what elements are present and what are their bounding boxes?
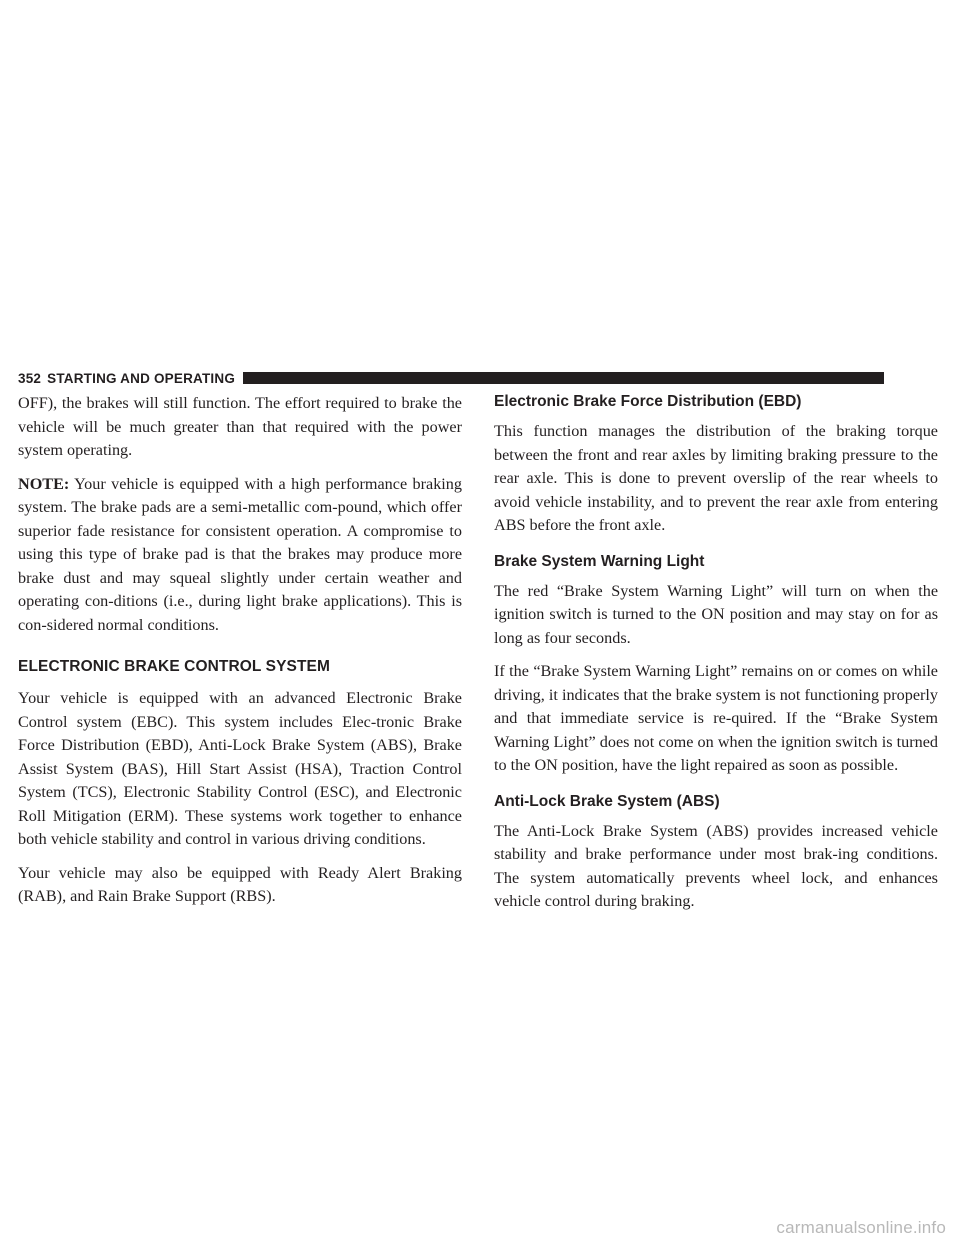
heading-electronic-brake-control: ELECTRONIC BRAKE CONTROL SYSTEM xyxy=(18,658,330,675)
page-number: 352 xyxy=(18,370,42,386)
paragraph-warning-2: If the “Brake System Warning Light” remains on or comes on while driving, it indicates that the brake system is not functioning properly and that immediate service is re-quired. If the “Brake System Warning Light” does not come on when the ignition switch is turned to the ON position, have the light repaired as soon as possible. xyxy=(494,662,938,774)
heading-abs: Anti-Lock Brake System (ABS) xyxy=(494,792,720,810)
left-column xyxy=(18,392,462,919)
section-title: STARTING AND OPERATING xyxy=(47,370,236,386)
page-header xyxy=(18,368,884,388)
heading-brake-warning-light: Brake System Warning Light xyxy=(494,552,705,570)
paragraph-power-off: OFF), the brakes will still function. The effort required to brake the vehicle will be much greater than that required with the power system operating. xyxy=(18,394,462,459)
heading-ebd: Electronic Brake Force Distribution (EBD) xyxy=(494,393,802,410)
paragraph-abs: The Anti-Lock Brake System (ABS) provides increased vehicle stability and brake performance under most brak-ing conditions. The system automatically prevents wheel lock, and enhances vehicle control during braking. xyxy=(494,821,938,910)
paragraph-ebd: This function manages the distribution of the braking torque between the front and rear axles by limiting braking pressure to the rear axle. This is done to prevent overslip of the rear wheels to avoid vehicle instability, and to prevent the rear axle from entering ABS before the front axle. xyxy=(494,422,938,534)
note-label: NOTE: xyxy=(18,474,70,493)
right-column xyxy=(494,392,938,924)
paragraph-ebc: Your vehicle is equipped with an advanced Electronic Brake Control system (EBC). This system includes Elec-tronic Brake Force Distribution (EBD), Anti-Lock Brake System (ABS), Brake Assist System (BAS), Hill Start Assist (HSA), Traction Control System (TCS), Electronic Stability Control (ESC), and Electronic Roll Mitigation (ERM). These systems work together to enhance both vehicle stability and control in various driving conditions. xyxy=(18,689,462,848)
note-text: Your vehicle is equipped with a high performance braking system. The brake pads are a semi-metallic com-pound, which offer superior fade resistance for consistent operation. A compromise to using this type of brake pad is that the brakes may produce more brake dust and may squeal slightly under certain weather and operating con-ditions (i.e., during light brake applications). This is con-sidered normal conditions. xyxy=(18,474,462,634)
paragraph-rab-rbs: Your vehicle may also be equipped with Ready Alert Braking (RAB), and Rain Brake Support (RBS). xyxy=(18,863,462,905)
paragraph-warning-1: The red “Brake System Warning Light” will turn on when the ignition switch is turned to the ON position and may stay on for as long as four seconds. xyxy=(494,581,938,647)
header-rule xyxy=(243,372,884,384)
note-paragraph xyxy=(18,473,462,638)
watermark: carmanualsonline.info xyxy=(776,1218,946,1237)
